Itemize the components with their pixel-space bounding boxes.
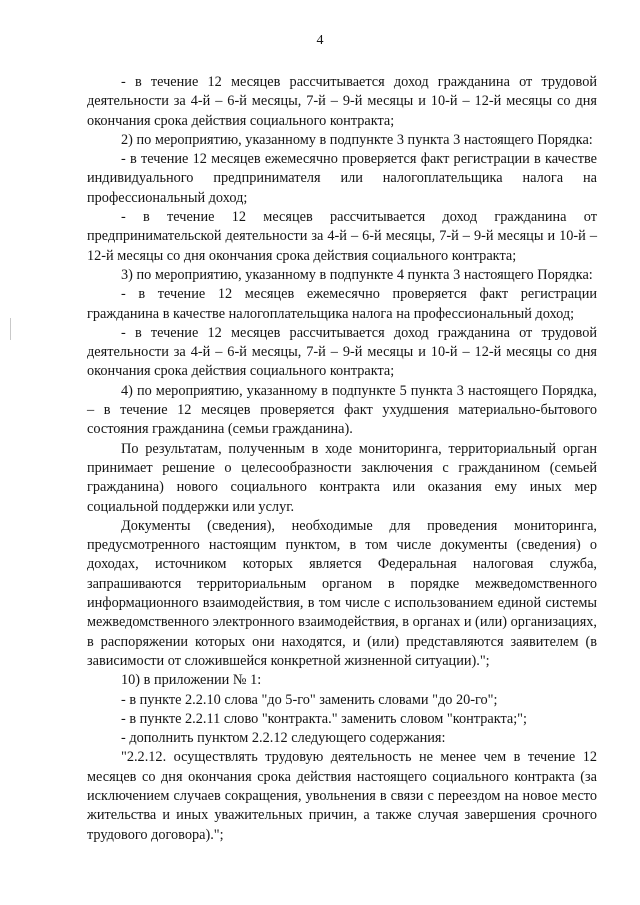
paragraph: 2) по мероприятию, указанному в подпункте 3 пункта 3 настоящего Порядка:: [121, 131, 593, 148]
paragraph: 10) в приложении № 1:: [121, 672, 262, 689]
page-number: 4: [316, 33, 324, 48]
paragraph: - в течение 12 месяцев ежемесячно проверяется факт регистрации гражданина в качестве налогоплательщика налога на профессиональный доход;: [87, 286, 597, 322]
paragraph: - в течение 12 месяцев рассчитывается доход гражданина от трудовой деятельности за 4-й – 6-й месяцы, 7-й – 9-й месяцы и 10-й – 12-й месяцы со дня окончания срока действия социального контракта;: [87, 74, 597, 129]
paragraph: По результатам, полученным в ходе мониторинга, территориальный орган принимает решение о целесообразности заключения с гражданином (семьей гражданина) нового социального контракта или оказания ему иных мер социальной поддержки или услуг.: [87, 440, 597, 515]
paragraph: - в течение 12 месяцев рассчитывается доход гражданина от трудовой деятельности за 4-й – 6-й месяцы, 7-й – 9-й месяцы и 10-й – 12-й месяцы со дня окончания срока действия социального контракта;: [87, 324, 597, 380]
paragraph: 3) по мероприятию, указанному в подпункте 4 пункта 3 настоящего Порядка:: [121, 266, 593, 283]
paragraph: "2.2.12. осуществлять трудовую деятельность не менее чем в течение 12 месяцев со дня окончания срока действия настоящего социального контракта (за исключением случаев сокращения, увольнения в связи с переездом на новое место жительства и иных уважительных причин, а также случая завершения срочного трудового договора).";: [87, 749, 597, 843]
paragraph: Документы (сведения), необходимые для проведения мониторинга, предусмотренного настоящим пунктом, в том числе документы (сведения) о доходах, источником которых является Федеральная налоговая служба, запрашиваются территориальным органом в порядке межведомственного информационного взаимодействия, в том числе с использованием единой системы межведомственного электронного взаимодействия, в органах и (или) организациях, в распоряжении которых они находятся, и (или) представляются заявителем (в зависимости от сложившейся конкретной жизненной ситуации).";: [87, 517, 597, 669]
paragraph: - дополнить пунктом 2.2.12 следующего содержания:: [121, 730, 446, 747]
paragraph: - в течение 12 месяцев ежемесячно проверяется факт регистрации в качестве индивидуального предпринимателя или налогоплательщика налога на профессиональный доход;: [87, 151, 597, 206]
paragraph: 4) по мероприятию, указанному в подпункте 5 пункта 3 настоящего Порядка, – в течение 12 месяцев проверяется факт ухудшения материально-бытового состояния гражданина (семьи гражданина).: [87, 382, 597, 438]
document-body: [87, 73, 597, 845]
paragraph: - в пункте 2.2.11 слово "контракта." заменить словом "контракта;";: [121, 710, 527, 727]
paragraph: - в течение 12 месяцев рассчитывается доход гражданина от предпринимательской деятельности за 4-й – 6-й месяцы, 7-й – 9-й месяцы и 10-й – 12-й месяцы со дня окончания срока действия социального контракта;: [87, 209, 597, 264]
margin-mark: [10, 318, 11, 340]
paragraph: - в пункте 2.2.10 слова "до 5-го" заменить словами "до 20-го";: [121, 691, 498, 708]
